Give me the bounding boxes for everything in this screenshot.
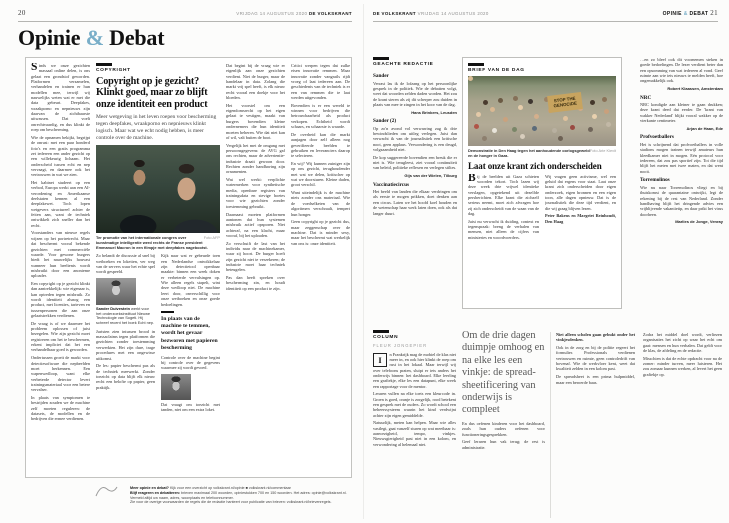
protest-sign: STOP THE GENOCIDE — [547, 92, 583, 113]
letters-column-right — [640, 57, 723, 307]
bottom-block-col-b — [643, 332, 722, 518]
section-title-word1: Opinie — [18, 25, 81, 50]
page-gutter — [363, 4, 364, 519]
brief-kicker: BRIEF VAN DE DAG — [468, 67, 525, 73]
text-paragraph: Het kabinet studeert op een verbod, Europa werkt aan een AI-verordening en Amerikaanse deelstaten kennen al een deepfakewet. Toch lopen wetgevers structureel achter de feiten aan, want de techniek ontwikkelt zich sneller dan het recht. — [31, 180, 90, 228]
author-name: Sander Duivestein — [96, 305, 130, 311]
letter-subhead: Sander (2) — [373, 118, 397, 125]
text-paragraph: Peter Bakens en Margriet Reinhoudt, Den Haag — [545, 213, 616, 224]
left-page-header — [18, 9, 352, 21]
text-paragraph: Een copyright op je gezicht klinkt dan aantrekkelijk: wie eigenaar is, kan optreden tegen misbruik. Zo wordt identiteit alsnog een product, met licenties, tarieven en tussenpersonen die aan onze gelaatstrekken verdienen. — [31, 280, 90, 319]
text-paragraph: Daarnaast moeten platformen aantonen dat hun systemen misbruik actief opsporen. Niet achteraf, na een klacht, maar vooraf, bij het uploaden. — [226, 211, 285, 238]
text-paragraph: De vraag is of we daarmee het probleem oplossen of juist bezegelen. Wie zijn gezicht moet registreren om het te beschermen, erkent impliciet dat het een verhandelbaar goed is geworden. — [31, 320, 90, 353]
text-paragraph: Misschien is dat de echte opdracht voor na de zomer: minder turven, meer luisteren. Het zou zomaar kunnen werken, al levert het geen grafiekje op. — [643, 355, 722, 377]
text-paragraph: Geen copyright op je gezicht dus, maar zeggenschap over de machine. Dat is minder sexy, maar het beschermt wat werkelijk van ons is: onze identiteit. — [291, 219, 350, 246]
footer-line2-text: brieven maximaal 200 woorden, opiniestukken 700 en 150 woorden. Het adres: opinie@volkskrant.nl. Vermeld altijd uw naam, adres, woonplaats en telefoonnummer. — [130, 490, 347, 500]
text-paragraph: En wij? Wij kunnen zuiniger zijn op ons gezicht, terughoudender met wat we delen, kritischer op wat we doorsturen. Kleine daden, groot verschil. — [291, 161, 350, 188]
footer-note — [130, 486, 358, 505]
text-paragraph: Voorstanders van nieuwe regels wijzen op het portretrecht. Maar dat beschermt vooral bekende gezichten met commerciële waarde. Voor gewone burgers biedt het nauwelijks houvast wanneer hun beeltenis wordt misbruikt door een anonieme uploader. — [31, 230, 90, 279]
text-paragraph: De les: papier beschermt pas als de techniek meewerkt. Zonder toezicht op data blijft elk nieuw recht een belofte op papier, geen praktijk. — [96, 363, 155, 390]
text-paragraph: Zodra het middel doel wordt, verliezen organisaties het zicht op waar het echt om gaat: mensen en hun verhalen. Dat geldt voor de klas, de afdeling en de redactie. — [643, 332, 722, 354]
photo-credit: Foto AFP — [203, 235, 220, 241]
text-paragraph: Want uiteindelijk is de machine niets zonder ons materiaal. Wie de voedselketen van de algoritmen verschraalt, tempert hun honger. — [291, 190, 350, 217]
article-column-5 — [291, 63, 350, 472]
right-section-b: DEBAT — [689, 11, 709, 17]
letters-kicker-bar — [373, 57, 389, 60]
quote-column-end — [161, 402, 220, 415]
text-paragraph: Leraren vullen na elke toets een kleurcode in. Groen is goed, oranje is zorgelijk, rood betekent een gesprek met de ouders. Zo wordt school een beheerssysteem waarin het kind verdwijnt achter zijn eigen gemiddelde. — [373, 391, 456, 418]
left-date: VRIJDAG 14 AUGUSTUS 2020 — [236, 11, 308, 16]
right-dateline — [373, 11, 489, 16]
bottom-right-block — [556, 332, 722, 518]
letter-signature: Arjan de Haan, Ede — [686, 125, 723, 131]
brief-van-de-dag-box — [462, 57, 622, 309]
text-paragraph: Critici werpen tegen dat zulke eisen innovatie remmen. Maar innovatie zonder vangrails rijdt vroeg of laat iedereen aan. De geschiedenis van de techniek is er een van remmen die te laat werden uitgevonden. — [291, 63, 350, 101]
quote-column — [161, 253, 220, 415]
boxed-drop-cap: I — [373, 353, 387, 367]
brief-columns — [468, 174, 616, 243]
text-paragraph: De overheid kan die markt aanjagen door zelf alleen nog geverifieerde beelden te gebruiken en leveranciers daarop te selecteren. — [291, 131, 350, 159]
brief-caption-text: Demonstratie in Den Haag tegen het aanhoudende oorlogsgeweld en de honger in Gaza. — [468, 147, 590, 158]
text-paragraph: NRC kondigde aan kleiner te gaan drukken; deze krant deed dat eerder. De 'krant van wakker Nederland' blijkt vooral wakker op de vierkante centimeter. — [640, 102, 723, 124]
brief-column-a — [468, 174, 539, 243]
text-paragraph: I n Frankrijk mag de mobiel de klas niet meer in, en ook hier klinkt de roep om rust in het lokaal. Maar terwijl wij over telefoons praten, sluipt er iets anders het onderwijs binnen: het dashboard. Elke leerling een grafiekje, elke les een datapunt, elke week een rapportage voor de mentor. — [373, 351, 456, 389]
text-paragraph: Natuurlijk, meten kan helpen. Maar wie alles vastlegt, gaat vanzelf sturen op wat meetbaar is: aanwezigheid, tempo, vinkjes. Nieuwsgierigheid past niet in een kolom, en verwondering al helemaal niet. — [373, 420, 456, 447]
text-paragraph: Bovendien is er een wereld te winnen voor bedrijven die betrouwbaarheid als product verkopen. Echtheid wordt schaars, en schaarste is waarde. — [291, 102, 350, 130]
text-paragraph: Zo verschuift de last van het individu naar de machinekamer, waar zij hoort. De burger hoeft zijn gezicht niet te verzekeren; de industrie moet haar techniek beteugelen. — [226, 240, 285, 273]
kicker-bar — [96, 63, 112, 66]
letter-signature: Hans Brinkers, Leusden — [411, 109, 457, 115]
footer-line1-text: Kijk voor een overzicht op volkskrant.nl/opinie ■ volkskrant.nl/commentaar — [168, 486, 291, 490]
text-paragraph: Dat vraagt om toezicht met tanden, niet om een extra loket. — [161, 402, 220, 413]
text-paragraph: Wat wel werkt: verplichte watermerken voor synthetische media, openbare registers van trainingsdata en stevige boetes voor wie gezichten zonder toestemming gebruikt. — [226, 177, 285, 209]
article-headline: Copyright op je gezicht? Klinkt goed, maar zo blijft onze identiteit een product — [96, 75, 208, 111]
article-middle — [96, 63, 220, 472]
article-middle-row — [96, 253, 220, 415]
right-folio: 21 — [710, 9, 718, 17]
letter-subhead: Vaccinatiecircus — [373, 181, 410, 188]
bio-column-post — [96, 329, 155, 393]
article-column-4 — [226, 63, 285, 472]
text-paragraph: Vergelijk het met de omgang met persoonsgegevens: de AVG gaf ons rechten, maar de advertentie-industrie draait gewoon door. Rechten zonder handhaving zijn ornamenten. — [226, 142, 285, 175]
letter-signature: Marlies de Jonge, Venray — [675, 219, 723, 225]
text-paragraph: De kop suggereerde bovendien een breuk die er niet is. Wie terugleest, ziet vooral continuïteit van beleid, politieke reflexen en verlegen stiltes. — [373, 154, 457, 171]
footer-line-3: Zie voor de overige voorwaarden de regels die de redactie hanteert voor publicatie van brieven: volkskrant.nl/brievenregels. — [130, 500, 332, 505]
letter-subhead: Sander — [373, 73, 389, 79]
main-article-box — [25, 57, 352, 478]
section-title-word2: Debat — [109, 25, 165, 50]
text-paragraph: Sinds we onze gezichten massaal online delen, is ons gelaat een grondstof geworden. Platformen verzamelen, verhandelen en trainen er hun modellen mee, terwijl wij nauwelijks weten wat er met die data gebeurt. Deepfakes, wraakporno en nepnieuws zijn daarvan de zichtbaarste uitwassen. Dat voelt onrechtvaardig, en dus klinkt de roep om bescherming. — [31, 63, 90, 133]
text-paragraph: Juristen zien intussen brood in massaclaims tegen platformen die gezichten zonder toestemming verwerkten. Het zijn dure, trage procedures met een ongewisse uitkomst. — [96, 328, 155, 361]
column-body — [373, 352, 456, 450]
drop-cap: S — [31, 63, 38, 73]
column-body-after-quote — [462, 421, 545, 453]
text-paragraph: Controle over de machine begint bij controle over de gegevens waarmee zij wordt gevoed. — [161, 354, 220, 371]
brief-caption — [468, 148, 616, 158]
right-date: VRIJDAG 14 AUGUSTUS 2020 — [417, 11, 489, 16]
letter-subhead: Profvoetballers — [640, 134, 674, 141]
left-folio: 20 — [18, 9, 26, 17]
author-bio-text: werkt voor het onderzoeksinstituut Nieuwe Technologie van Sogeti. Hij schreef recent het boek Echt nep. — [96, 305, 155, 326]
quote-column-pre — [161, 253, 220, 309]
bio-column — [96, 253, 155, 415]
column-text-col — [373, 330, 456, 520]
column-kicker: COLUMN — [373, 334, 399, 340]
footer-line2-bold: Blijf reageren en debatteren: — [130, 490, 180, 495]
text-paragraph: Bij de beelden uit Gaza schieten woorden tekort. Toch lazen wij deze week drie vrijwel identieke verslagen, opgetekend uit dezelfde persberichten. Elke krant die zichzelf serieus neemt, moet zich afvragen hoe zij zich onderscheidt van de waan van de dag. — [468, 173, 539, 216]
right-header-rule — [373, 21, 718, 22]
text-paragraph: In plaats van symptomen te bestrijden zouden we de machine zelf moeten reguleren: de datasets, de modellen en de bedrijven die ermee verdienen. — [31, 395, 90, 422]
letter-signature: Robert Klaassen, Amsterdam — [667, 86, 723, 92]
text-paragraph: Ondertussen groeit de markt voor detectiesoftware die nepbeelden moet herkennen. Een wapenwedloop, want elke verbeterde detector levert trainingsmateriaal voor een betere vervalser. — [31, 355, 90, 393]
left-dateline — [236, 11, 352, 16]
bottom-vertical-rule — [550, 332, 551, 518]
deepfake-photo — [96, 145, 220, 233]
text-paragraph: En dus oefenen kinderen voor het dashboard, zoals hun ouders oefenen voor functioneringsgesprekken. — [462, 420, 545, 437]
brief-credit: Foto Arie Kievit — [589, 147, 616, 153]
text-paragraph: Kijk naar wat er gebeurde toen een Nederlandse ontwikkelaar zijn detectietool openbaar maakte: binnen een week doken er verbeterde vervalsingen op. Wie alleen regels stapelt, wint deze wedloop niet. De machine leert door, onverschillig voor onze wetboeken en onze goede bedoelingen. — [161, 253, 220, 307]
right-section-amp: & — [683, 11, 688, 17]
footer-curve-mark — [94, 482, 118, 498]
footer-line-2 — [130, 491, 358, 501]
protest-crowd-photo — [468, 76, 616, 146]
brief-kicker-bar — [468, 63, 484, 66]
bio-column-pre — [96, 253, 155, 277]
column-byline: FLEUR JONGEPIER — [373, 342, 428, 348]
text-paragraph: Dat begint bij de vraag wie er eigenlijk aan onze gezichten verdient. Niet de burger, maar de handelaar in data. Zolang die markt vrij spel heeft, is elk nieuw recht vooral een doekje voor het bloeden. — [226, 63, 285, 101]
text-paragraph: Wie de opnamen bekijkt, begrijpt de onrust: met een paar honderd foto's en een gratis programma zet iedereen een ander gezicht op een willekeurig lichaam. Het onderscheid tussen echt en nep vervaagt, en daarmee ook het vertrouwen in wat we zien. — [31, 134, 90, 178]
letter-subhead: Torremolinos — [640, 177, 670, 184]
left-header-rule — [18, 21, 352, 22]
brief-column-b — [545, 174, 616, 243]
text-paragraph: Pas dan heeft spreken over bescherming zin, en houdt identiteit op een product te zijn. — [226, 275, 285, 291]
article-kicker: COPYRIGHT — [96, 67, 131, 73]
photo-caption-text: Ter promotie van het internationale congres over kunstmatige intelligentie werd rechts de Franse president Emmanuel Macron in een filmpje met deepfakes nagebootst. — [96, 235, 208, 251]
pull-quote: In plaats van de machine te temmen, wordt het gevaar bezworen met papieren bescherming — [161, 316, 218, 351]
right-section-label — [663, 9, 718, 17]
text-paragraph: Verrast las ik de lofzang op het persoonlijke gesprek in de politiek. Wie de debatten volgt, weet dat woorden zelden daden worden. Het zou de krant sieren als zij dit scherper zou duiden in plaats van mee te zingen in het koor van de dag. — [373, 80, 457, 107]
author-portrait — [96, 278, 136, 305]
text-paragraph: De spreadsheet is een prima hulpmiddel, maar een beroerde baas. — [556, 374, 635, 385]
text-paragraph: Op zo'n avond vol verwarring zag ik drie bewindslieden om uitleg verlegen. Juist dan verwacht ik van de journalistiek een kritische noot, geen applaus. Verwondering is een deugd, volgzaamheid niet. — [373, 125, 457, 152]
text-paragraph: Ook in de zorg en bij de politie regeert het formulier. Professionals verdienen vertrouwen en ruimte, geen controledrift van bovenaf. Wie de werkvloer kent, weet dat kwaliteit zelden in een kolom past. — [556, 345, 635, 372]
letter-signature: Gijs van der Wielen, Tilburg — [404, 173, 457, 179]
text-paragraph: Het is schrijnend dat profvoetballers in volle stadions mogen trainen terwijl amateurs hun kleedkamer niet in mogen. Eén protocol voor iedereen, dat zou pas sportief zijn. Tot die tijd blijft het meten met twee maten, en dat went nooit. — [640, 141, 723, 174]
right-section-a: OPINIE — [662, 11, 682, 17]
footer-line1-bold: Meer opinie en debat? — [130, 486, 169, 490]
letter-subhead: NRC — [640, 94, 652, 101]
photo-caption — [96, 235, 220, 250]
text-paragraph: Wij vragen geen activisme, wel een geluid dat ergens voor staat. Laat onze krant zich onderscheiden door eigen onderzoek, eigen bronnen en een eigen toon, alle dagen opnieuw. Dat is de journalistiek die deze tijd verdient, en die wij graag blijven lezen. — [545, 173, 616, 211]
inline-portrait-photo — [161, 374, 191, 400]
text-paragraph: Zo belandt de discussie al snel bij wetboeken en loketten, ver weg van de servers waar het echte spel wordt gespeeld. — [96, 253, 155, 275]
letters-kicker: GEACHTE REDACTIE — [373, 61, 434, 67]
letters-left-blocks — [373, 70, 457, 219]
right-page-header — [373, 9, 718, 21]
text-paragraph: Wie nu naar Torremolinos vliegt en bij thuiskomst de quarantaine ontwijkt, legt de rekening bij de rest van Nederland. Zonder handhaving blijft het dringende advies een vrijblijvende vakantietip, en daar prikt het virus doorheen. — [640, 184, 723, 217]
column-big-quote: Om de drie dagen duimpje omhoog en na elke les een vinkje: de spreadsheetificering van onderwijs is compleet — [462, 330, 545, 416]
left-brand: DE VOLKSKRANT — [308, 11, 352, 16]
author-bio — [96, 307, 155, 327]
drop-cap: B — [468, 173, 476, 184]
right-brand: DE VOLKSKRANT — [373, 11, 417, 16]
bottom-block-col-a — [556, 332, 635, 518]
text-paragraph: …en zo bleef ook dit voornemen steken in goede bedoelingen. De lezer verdient beter dan een opsomming van wat iedereen al vond. Geef ruimte aan wie iets nieuws te melden heeft, hoe ongemakkelijk ook. — [640, 57, 723, 84]
section-title — [18, 25, 164, 51]
text-paragraph: Geef leraren hun vak terug; de rest is administratie. — [462, 439, 545, 450]
article-column-1 — [31, 63, 90, 472]
letters-column-left — [373, 57, 457, 325]
section-title-amp: & — [85, 25, 104, 50]
brief-headline: Laat onze krant zich onderscheiden — [468, 160, 602, 171]
column-section — [373, 330, 545, 520]
column-quote-col — [462, 330, 545, 520]
text-paragraph: Niet alleen scholen gaan gebukt onder het vinkjesdenken. — [556, 332, 635, 343]
text-paragraph: Het beeld van landen die elkaar verdringen om als eerste te mogen prikken, doet denken aan een circus. Laten we het hoofd koel houden en de wetenschap haar werk laten doen, ook als dat langer duurt. — [373, 189, 457, 216]
text-paragraph: Juist nu verwacht ik duiding, context en tegenspraak: breng de verhalen van mensen, niet alleen de cijfers van ministeries en woordvoerders. — [468, 218, 539, 240]
text-paragraph: Het voorstel om een eigendomsrecht op het eigen gelaat te vestigen, maakt van burgers bovendien kleine ondernemers die hun identiteit moeten beheren. Wie dat niet kan of wil, valt buiten de boot. — [226, 102, 285, 140]
column-kicker-bar — [373, 330, 389, 333]
quote-column-post — [161, 355, 220, 373]
pull-quote-bar — [161, 311, 174, 313]
article-standfirst: Meer wetgeving in het leven roepen voor bescherming tegen deepfakes, wraakporno en nepnieuws klinkt logisch. Maar wat we echt nodig hebben, is meer controle over de machine. — [96, 114, 217, 141]
